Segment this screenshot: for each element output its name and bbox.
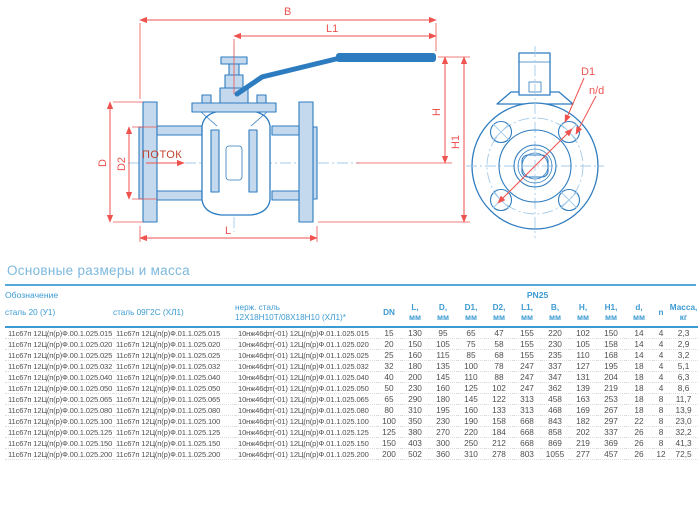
value-cell: 2,3 <box>669 327 698 339</box>
table-body <box>5 327 698 460</box>
table-title: Основные размеры и масса <box>7 263 190 278</box>
value-cell: 150 <box>597 327 625 339</box>
value-cell: 163 <box>569 394 597 405</box>
value-cell: 58 <box>485 339 513 350</box>
table-row <box>5 327 698 339</box>
value-cell: 155 <box>513 350 541 361</box>
value-cell: 347 <box>541 372 569 383</box>
material-header-stainless <box>235 300 377 327</box>
value-cell: 125 <box>457 383 485 394</box>
value-cell: 8 <box>653 394 669 405</box>
value-cell: 668 <box>513 438 541 449</box>
dim-label-h: H <box>431 108 443 116</box>
col-header-n: n <box>653 300 669 327</box>
value-cell: 13,9 <box>669 405 698 416</box>
designation-cell: 11с67п 12Ц(п(р)Ф.01.1.025.065 <box>113 394 235 405</box>
value-cell: 668 <box>513 416 541 427</box>
table-row <box>5 372 698 383</box>
designation-cell: 10нж46фт(-01) 12Ц(п(р)Ф.01.1.025.025 <box>235 350 377 361</box>
value-cell: 267 <box>597 405 625 416</box>
value-cell: 25 <box>377 350 401 361</box>
value-cell: 32 <box>377 361 401 372</box>
value-cell: 130 <box>401 327 429 339</box>
col-header-d1: D1, мм <box>457 300 485 327</box>
flow-label: ПОТОК <box>142 149 183 161</box>
value-cell: 78 <box>485 361 513 372</box>
designation-cell: 11с67п 12Ц(п(р)Ф.01.1.025.032 <box>113 361 235 372</box>
value-cell: 22 <box>625 416 653 427</box>
value-cell: 253 <box>597 394 625 405</box>
value-cell: 8 <box>653 438 669 449</box>
pressure-class-header: PN25 <box>526 290 549 300</box>
designation-cell: 11с67п 12Ц(п(р)Ф.00.1.025.040 <box>5 372 113 383</box>
value-cell: 200 <box>377 449 401 460</box>
designation-cell: 11с67п 12Ц(п(р)Ф.00.1.025.020 <box>5 339 113 350</box>
header-row-group <box>5 290 698 300</box>
designation-cell: 10нж46фт(-01) 12Ц(п(р)Ф.01.1.025.032 <box>235 361 377 372</box>
value-cell: 50 <box>377 383 401 394</box>
value-cell: 184 <box>485 427 513 438</box>
value-cell: 150 <box>401 339 429 350</box>
designation-cell: 10нж46фт(-01) 12Ц(п(р)Ф.01.1.025.150 <box>235 438 377 449</box>
dim-label-l1: L1 <box>326 23 339 35</box>
value-cell: 80 <box>377 405 401 416</box>
value-cell: 18 <box>625 372 653 383</box>
value-cell: 4 <box>653 327 669 339</box>
value-cell: 26 <box>625 427 653 438</box>
col-header-d: D, мм <box>429 300 457 327</box>
dim-label-h1: H1 <box>450 134 462 150</box>
value-cell: 150 <box>377 438 401 449</box>
value-cell: 360 <box>429 449 457 460</box>
value-cell: 88 <box>485 372 513 383</box>
value-cell: 85 <box>457 350 485 361</box>
value-cell: 313 <box>513 405 541 416</box>
designation-cell: 11с67п 12Ц(п(р)Ф.01.1.025.025 <box>113 350 235 361</box>
value-cell: 297 <box>597 416 625 427</box>
col-header-l: L, мм <box>401 300 429 327</box>
value-cell: 668 <box>513 427 541 438</box>
table-row <box>5 394 698 405</box>
value-cell: 18 <box>625 383 653 394</box>
designation-cell: 11с67п 12Ц(п(р)Ф.00.1.025.200 <box>5 449 113 460</box>
value-cell: 220 <box>457 427 485 438</box>
front-stem-housing <box>519 53 550 95</box>
dim-label-d: D <box>97 159 109 167</box>
table-row <box>5 383 698 394</box>
value-cell: 247 <box>513 361 541 372</box>
value-cell: 313 <box>513 394 541 405</box>
value-cell: 105 <box>569 339 597 350</box>
value-cell: 65 <box>377 394 401 405</box>
value-cell: 131 <box>569 372 597 383</box>
value-cell: 110 <box>569 350 597 361</box>
value-cell: 277 <box>569 449 597 460</box>
value-cell: 202 <box>569 427 597 438</box>
table-row <box>5 438 698 449</box>
value-cell: 403 <box>401 438 429 449</box>
value-cell: 190 <box>457 416 485 427</box>
col-header-l1: L1, мм <box>513 300 541 327</box>
value-cell: 350 <box>401 416 429 427</box>
value-cell: 158 <box>597 339 625 350</box>
value-cell: 160 <box>429 383 457 394</box>
designation-cell: 11с67п 12Ц(п(р)Ф.00.1.025.125 <box>5 427 113 438</box>
value-cell: 18 <box>625 394 653 405</box>
designation-cell: 11с67п 12Ц(п(р)Ф.00.1.025.050 <box>5 383 113 394</box>
value-cell: 18 <box>625 405 653 416</box>
designation-cell: 10нж46фт(-01) 12Ц(п(р)Ф.01.1.025.080 <box>235 405 377 416</box>
value-cell: 8,6 <box>669 383 698 394</box>
designation-cell: 11с67п 12Ц(п(р)Ф.01.1.025.100 <box>113 416 235 427</box>
designation-cell: 11с67п 12Ц(п(р)Ф.00.1.025.015 <box>5 327 113 339</box>
value-cell: 502 <box>401 449 429 460</box>
side-view <box>97 6 470 242</box>
value-cell: 803 <box>513 449 541 460</box>
designation-cell: 11с67п 12Ц(п(р)Ф.01.1.025.080 <box>113 405 235 416</box>
designation-cell: 11с67п 12Ц(п(р)Ф.01.1.025.040 <box>113 372 235 383</box>
value-cell: 14 <box>625 327 653 339</box>
value-cell: 278 <box>485 449 513 460</box>
value-cell: 195 <box>597 361 625 372</box>
gland-bolt-left <box>202 95 211 103</box>
material-header-steel09g2s: сталь 09Г2С (ХЛ1) <box>113 300 235 327</box>
value-cell: 14 <box>625 339 653 350</box>
value-cell: 155 <box>513 327 541 339</box>
col-header-b: B, мм <box>541 300 569 327</box>
value-cell: 110 <box>457 372 485 383</box>
designation-cell: 11с67п 12Ц(п(р)Ф.00.1.025.025 <box>5 350 113 361</box>
value-cell: 40 <box>377 372 401 383</box>
left-neck-top <box>157 126 202 135</box>
material-header-steel20: сталь 20 (У1) <box>5 300 113 327</box>
value-cell: 26 <box>625 438 653 449</box>
value-cell: 95 <box>429 327 457 339</box>
value-cell: 310 <box>457 449 485 460</box>
value-cell: 20 <box>377 339 401 350</box>
value-cell: 182 <box>569 416 597 427</box>
value-cell: 4 <box>653 372 669 383</box>
designation-header: Обозначение <box>5 290 59 300</box>
value-cell: 310 <box>401 405 429 416</box>
right-neck-bottom <box>272 191 299 200</box>
table-row <box>5 350 698 361</box>
value-cell: 14 <box>625 350 653 361</box>
value-cell: 4 <box>653 350 669 361</box>
value-cell: 337 <box>597 427 625 438</box>
value-cell: 230 <box>541 339 569 350</box>
dim-label-d2: D2 <box>116 156 128 172</box>
value-cell: 212 <box>485 438 513 449</box>
value-cell: 869 <box>541 438 569 449</box>
col-header-d2: D2, мм <box>485 300 513 327</box>
value-cell: 75 <box>457 339 485 350</box>
value-cell: 300 <box>429 438 457 449</box>
value-cell: 250 <box>457 438 485 449</box>
value-cell: 8 <box>653 416 669 427</box>
material-header-stainless-line1: нерж. сталь <box>235 302 281 312</box>
designation-cell: 11с67п 12Ц(п(р)Ф.01.1.025.125 <box>113 427 235 438</box>
value-cell: 115 <box>429 350 457 361</box>
value-cell: 23,0 <box>669 416 698 427</box>
value-cell: 160 <box>401 350 429 361</box>
value-cell: 18 <box>625 361 653 372</box>
value-cell: 32,2 <box>669 427 698 438</box>
value-cell: 5,1 <box>669 361 698 372</box>
table-row <box>5 416 698 427</box>
value-cell: 230 <box>401 383 429 394</box>
designation-cell: 10нж46фт(-01) 12Ц(п(р)Ф.01.1.025.020 <box>235 339 377 350</box>
value-cell: 230 <box>429 416 457 427</box>
dimensions-table <box>5 290 698 460</box>
value-cell: 26 <box>625 449 653 460</box>
value-cell: 155 <box>513 339 541 350</box>
value-cell: 127 <box>569 361 597 372</box>
title-rule <box>5 284 696 286</box>
value-cell: 337 <box>541 361 569 372</box>
value-cell: 3,2 <box>669 350 698 361</box>
value-cell: 12 <box>653 449 669 460</box>
value-cell: 65 <box>457 327 485 339</box>
left-neck-bottom <box>157 191 202 200</box>
value-cell: 125 <box>377 427 401 438</box>
value-cell: 247 <box>513 372 541 383</box>
value-cell: 122 <box>485 394 513 405</box>
designation-cell: 10нж46фт(-01) 12Ц(п(р)Ф.01.1.025.125 <box>235 427 377 438</box>
bonnet-plate <box>192 103 276 112</box>
table-row <box>5 405 698 416</box>
value-cell: 235 <box>541 350 569 361</box>
value-cell: 180 <box>429 394 457 405</box>
value-cell: 158 <box>485 416 513 427</box>
ball-seat-left <box>211 130 219 192</box>
designation-cell: 11с67п 12Ц(п(р)Ф.01.1.025.050 <box>113 383 235 394</box>
value-cell: 195 <box>429 405 457 416</box>
value-cell: 168 <box>597 350 625 361</box>
dim-label-l: L <box>225 225 232 237</box>
table-row <box>5 339 698 350</box>
value-cell: 102 <box>485 383 513 394</box>
value-cell: 380 <box>401 427 429 438</box>
value-cell: 145 <box>457 394 485 405</box>
value-cell: 200 <box>401 372 429 383</box>
value-cell: 219 <box>597 383 625 394</box>
value-cell: 220 <box>541 327 569 339</box>
value-cell: 8 <box>653 405 669 416</box>
value-cell: 72,5 <box>669 449 698 460</box>
value-cell: 204 <box>597 372 625 383</box>
designation-cell: 10нж46фт(-01) 12Ц(п(р)Ф.01.1.025.040 <box>235 372 377 383</box>
value-cell: 160 <box>457 405 485 416</box>
value-cell: 458 <box>541 394 569 405</box>
table-row <box>5 449 698 460</box>
right-neck-top <box>272 126 299 135</box>
front-view <box>466 46 604 238</box>
dim-label-b: B <box>284 6 292 18</box>
designation-cell: 11с67п 12Ц(п(р)Ф.00.1.025.100 <box>5 416 113 427</box>
col-header-h1: H1, мм <box>597 300 625 327</box>
col-header-h: H, мм <box>569 300 597 327</box>
value-cell: 139 <box>569 383 597 394</box>
value-cell: 4 <box>653 361 669 372</box>
designation-cell: 11с67п 12Ц(п(р)Ф.00.1.025.150 <box>5 438 113 449</box>
value-cell: 457 <box>597 449 625 460</box>
value-cell: 100 <box>457 361 485 372</box>
dim-label-nd: n/d <box>589 85 605 97</box>
value-cell: 219 <box>569 438 597 449</box>
value-cell: 247 <box>513 383 541 394</box>
designation-cell: 10нж46фт(-01) 12Ц(п(р)Ф.01.1.025.065 <box>235 394 377 405</box>
designation-cell: 11с67п 12Ц(п(р)Ф.01.1.025.015 <box>113 327 235 339</box>
value-cell: 68 <box>485 350 513 361</box>
handle-arm <box>237 58 340 94</box>
value-cell: 6,3 <box>669 372 698 383</box>
value-cell: 290 <box>401 394 429 405</box>
handle-grip <box>336 53 436 62</box>
value-cell: 180 <box>401 361 429 372</box>
header-row-columns <box>5 300 698 327</box>
value-cell: 41,3 <box>669 438 698 449</box>
value-cell: 4 <box>653 383 669 394</box>
designation-cell: 10нж46фт(-01) 12Ц(п(р)Ф.01.1.025.050 <box>235 383 377 394</box>
value-cell: 468 <box>541 405 569 416</box>
value-cell: 362 <box>541 383 569 394</box>
designation-cell: 10нж46фт(-01) 12Ц(п(р)Ф.01.1.025.200 <box>235 449 377 460</box>
value-cell: 270 <box>429 427 457 438</box>
left-flange <box>143 102 157 222</box>
value-cell: 858 <box>541 427 569 438</box>
col-header-mass: Масса, кг <box>669 300 698 327</box>
designation-cell: 10нж46фт(-01) 12Ц(п(р)Ф.01.1.025.100 <box>235 416 377 427</box>
gland-bolt-right <box>257 95 266 103</box>
value-cell: 133 <box>485 405 513 416</box>
value-cell: 169 <box>569 405 597 416</box>
value-cell: 135 <box>429 361 457 372</box>
col-header-d-hole: d, мм <box>625 300 653 327</box>
value-cell: 105 <box>429 339 457 350</box>
designation-cell: 11с67п 12Ц(п(р)Ф.01.1.025.200 <box>113 449 235 460</box>
valve-technical-drawing <box>0 0 700 258</box>
value-cell: 4 <box>653 339 669 350</box>
material-header-stainless-line2: 12Х18Н10Т/08Х18Н10 (ХЛ1)* <box>235 313 346 322</box>
value-cell: 100 <box>377 416 401 427</box>
value-cell: 369 <box>597 438 625 449</box>
value-cell: 11,7 <box>669 394 698 405</box>
designation-cell: 11с67п 12Ц(п(р)Ф.01.1.025.150 <box>113 438 235 449</box>
right-flange <box>299 102 313 222</box>
left-raised-face <box>139 127 143 199</box>
value-cell: 843 <box>541 416 569 427</box>
designation-cell: 11с67п 12Ц(п(р)Ф.00.1.025.080 <box>5 405 113 416</box>
table-row <box>5 361 698 372</box>
dim-label-d1: D1 <box>581 66 596 78</box>
value-cell: 8 <box>653 427 669 438</box>
col-header-dn: DN <box>377 300 401 327</box>
value-cell: 2,9 <box>669 339 698 350</box>
designation-cell: 10нж46фт(-01) 12Ц(п(р)Ф.01.1.025.015 <box>235 327 377 339</box>
value-cell: 47 <box>485 327 513 339</box>
value-cell: 102 <box>569 327 597 339</box>
ball-seat-right <box>249 130 257 192</box>
designation-cell: 11с67п 12Ц(п(р)Ф.00.1.025.065 <box>5 394 113 405</box>
value-cell: 1055 <box>541 449 569 460</box>
table-row <box>5 427 698 438</box>
value-cell: 145 <box>429 372 457 383</box>
designation-cell: 11с67п 12Ц(п(р)Ф.00.1.025.032 <box>5 361 113 372</box>
right-raised-face <box>313 127 317 199</box>
value-cell: 15 <box>377 327 401 339</box>
designation-cell: 11с67п 12Ц(п(р)Ф.01.1.025.020 <box>113 339 235 350</box>
